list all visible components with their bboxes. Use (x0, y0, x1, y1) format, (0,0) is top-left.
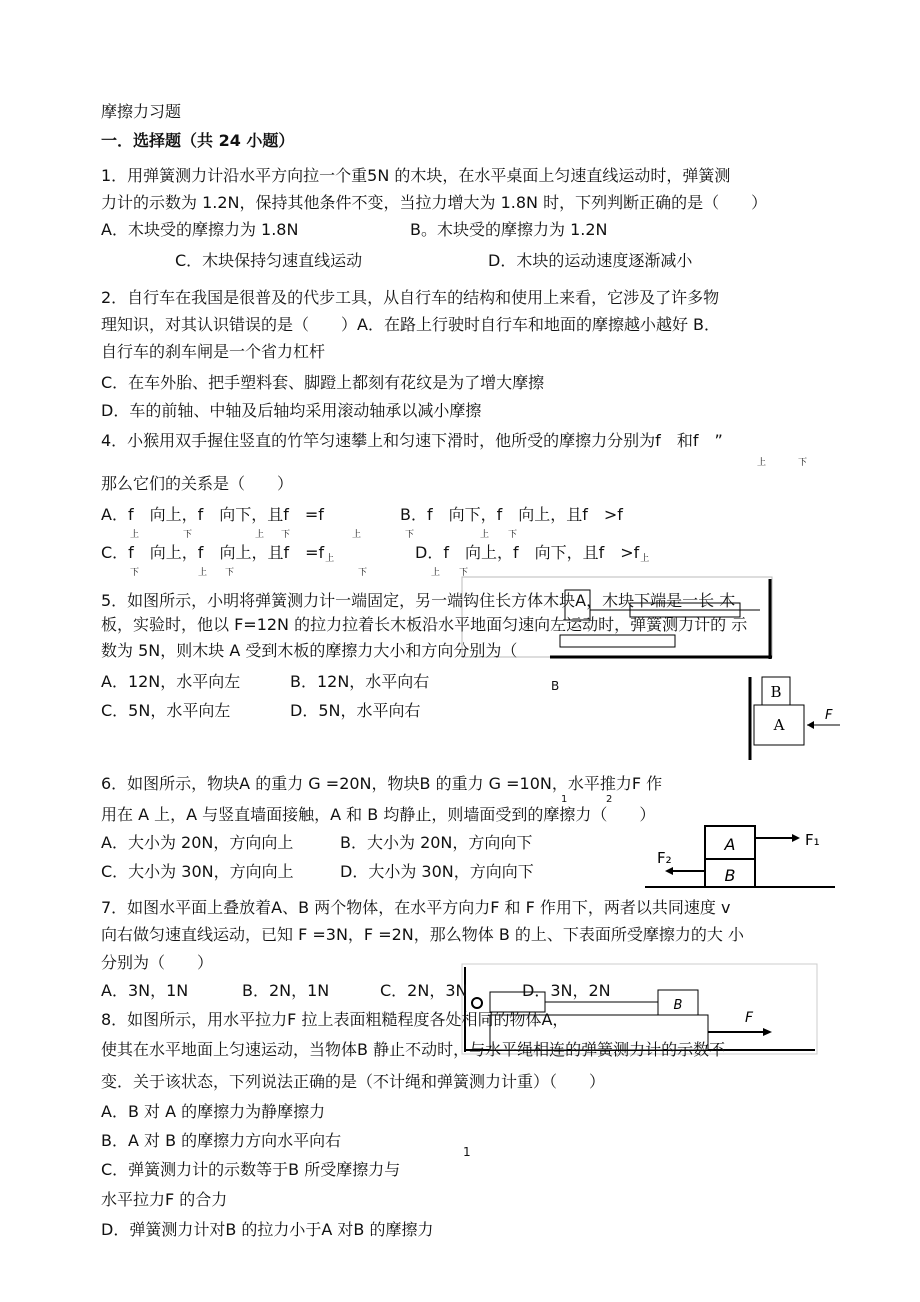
q6-option-c: C．大小为 30N，方向向上 (101, 862, 294, 881)
figure-q6-wall-blocks (745, 672, 845, 762)
q8-line1: 8．如图所示，用水平拉力F 拉上表面粗糙程度各处相同的物体A， (101, 1010, 569, 1029)
q8-option-a: A．B 对 A 的摩擦力为静摩擦力 (101, 1102, 326, 1121)
subscript: 1 (561, 794, 568, 805)
subscript: 下 (225, 568, 235, 578)
q5-line3: 数为 5N，则木块 A 受到木板的摩擦力大小和方向分别为（ (101, 641, 518, 660)
q4-option-a: A．f 向上，f 向下，且f =f (101, 505, 324, 524)
q6-option-a: A．大小为 20N，方向向上 (101, 833, 294, 852)
q2-option-c: C．在车外胎、把手塑料套、脚蹬上都刻有花纹是为了增大摩擦 (101, 373, 545, 392)
fig-label-b: B (673, 998, 683, 1013)
q4-option-c-text: C．f 向上，f 向上，且f =f (101, 543, 325, 562)
q4-option-d-text: D．f 向上，f 向下，且f >f (415, 543, 640, 562)
fig-label-f: F (825, 708, 833, 723)
section-heading: 一．选择题（共 24 小题） (101, 131, 295, 150)
subscript: 上 (480, 530, 490, 540)
q7-option-a: A．3N，1N (101, 981, 189, 1000)
subscript: 上 (352, 530, 362, 540)
q6-option-b: B．大小为 20N，方向向下 (340, 833, 533, 852)
subscript: 上 (130, 530, 140, 540)
stray-label-b: B (551, 679, 560, 693)
subscript: 2 (606, 794, 613, 805)
q1-option-b: B。木块受的摩擦力为 1.2N (410, 220, 608, 239)
q7-option-b: B．2N，1N (242, 981, 330, 1000)
q5-option-d: D．5N，水平向右 (290, 701, 421, 720)
figure-q7-stacked-blocks (645, 823, 840, 893)
q7-line3: 分别为（ ） (101, 953, 214, 972)
q5-option-b: B．12N，水平向右 (290, 672, 430, 691)
q4-line2: 那么它们的关系是（ ） (101, 474, 294, 493)
subscript: 上 (757, 458, 767, 468)
subscript: 下 (358, 568, 368, 578)
q5-line1: 5．如图所示，小明将弹簧测力计一端固定，另一端钩住长方体木块A，木块下端是一长 木 (101, 591, 736, 610)
subscript: 下 (405, 530, 415, 540)
q1-option-d: D．木块的运动速度逐渐减小 (488, 251, 693, 270)
q1-option-a: A．木块受的摩擦力为 1.8N (101, 220, 299, 239)
q5-line2: 板，实验时，他以 F=12N 的拉力拉着长木板沿水平地面匀速向左运动时，弹簧测力计的 示 (101, 615, 748, 634)
q6-line2: 用在 A 上，A 与竖直墙面接触，A 和 B 均静止，则墙面受到的摩擦力（ ） (101, 805, 656, 824)
q2-line1: 2．自行车在我国是很普及的代步工具，从自行车的结构和使用上来看，它涉及了许多物 (101, 288, 720, 307)
subscript: 下 (459, 568, 469, 578)
subscript: 上 (325, 554, 335, 564)
subscript: 上 (198, 568, 208, 578)
fig-label-a: A (773, 716, 785, 734)
q1-line2: 力计的示数为 1.2N，保持其他条件不变，当拉力增大为 1.8N 时，下列判断正确的是（ ） (101, 193, 768, 212)
q7-option-d: D．3N，2N (522, 981, 611, 1000)
q2-line3: 自行车的刹车闸是一个省力杠杆 (101, 342, 326, 361)
subscript: 下 (508, 530, 518, 540)
subscript: 下 (281, 530, 291, 540)
q4-option-c (101, 543, 334, 564)
q1-option-c: C．木块保持匀速直线运动 (175, 251, 363, 270)
subscript: 下 (130, 568, 140, 578)
q2-line2: 理知识，对其认识错误的是（ ）A．在路上行驶时自行车和地面的摩擦越小越好 B． (101, 315, 721, 334)
q8-option-b: B．A 对 B 的摩擦力方向水平向右 (101, 1131, 342, 1150)
q8-option-d: D．弹簧测力计对B 的拉力小于A 对B 的摩擦力 (101, 1220, 434, 1239)
doc-title: 摩擦力习题 (101, 102, 182, 121)
q7-option-c: C．2N，3N (380, 981, 468, 1000)
q1-line1: 1．用弹簧测力计沿水平方向拉一个重5N 的木块，在水平桌面上匀速直线运动时，弹簧测 (101, 166, 731, 185)
page-number: 1 (463, 1145, 471, 1159)
q4-line1: 4．小猴用双手握住竖直的竹竿匀速攀上和匀速下滑时，他所受的摩擦力分别为f 和f ” (101, 431, 723, 450)
fig-label-f: F (745, 1010, 754, 1026)
q5-option-a: A．12N，水平向左 (101, 672, 241, 691)
q8-option-c-line2: 水平拉力F 的合力 (101, 1190, 228, 1209)
fig-label-b: B (770, 683, 782, 701)
fig-label-b: B (724, 866, 736, 885)
fig-label-a: A (724, 835, 736, 854)
q4-option-d (415, 543, 649, 564)
subscript: 下 (798, 458, 808, 468)
subscript: 上 (640, 554, 650, 564)
q8-option-c-line1: C．弹簧测力计的示数等于B 所受摩擦力与 (101, 1160, 401, 1179)
q7-line2: 向右做匀速直线运动，已知 F =3N，F =2N，那么物体 B 的上、下表面所受摩擦力的大 小 (101, 925, 745, 944)
q6-option-d: D．大小为 30N，方向向下 (340, 862, 534, 881)
q8-line3: 变．关于该状态，下列说法正确的是（不计绳和弹簧测力计重）（ ） (101, 1072, 606, 1091)
q2-option-d: D．车的前轴、中轴及后轴均采用滚动轴承以减小摩擦 (101, 401, 482, 420)
subscript: 下 (183, 530, 193, 540)
subscript: 上 (431, 568, 441, 578)
q6-line1: 6．如图所示，物块A 的重力 G =20N，物块B 的重力 G =10N，水平推力F 作 (101, 774, 663, 793)
q7-line1: 7．如图水平面上叠放着A、B 两个物体，在水平方向力F 和 F 作用下，两者以共同速度 v (101, 898, 731, 917)
q5-option-c: C．5N，水平向左 (101, 701, 231, 720)
subscript: 上 (255, 530, 265, 540)
fig-label-f2: F₂ (657, 849, 672, 867)
q8-line2: 使其在水平地面上匀速运动，当物体B 静止不动时，与水平绳相连的弹簧测力计的示数不 (101, 1040, 726, 1059)
fig-label-f1: F₁ (805, 831, 820, 849)
q4-option-b: B．f 向下，f 向上，且f >f (400, 505, 623, 524)
